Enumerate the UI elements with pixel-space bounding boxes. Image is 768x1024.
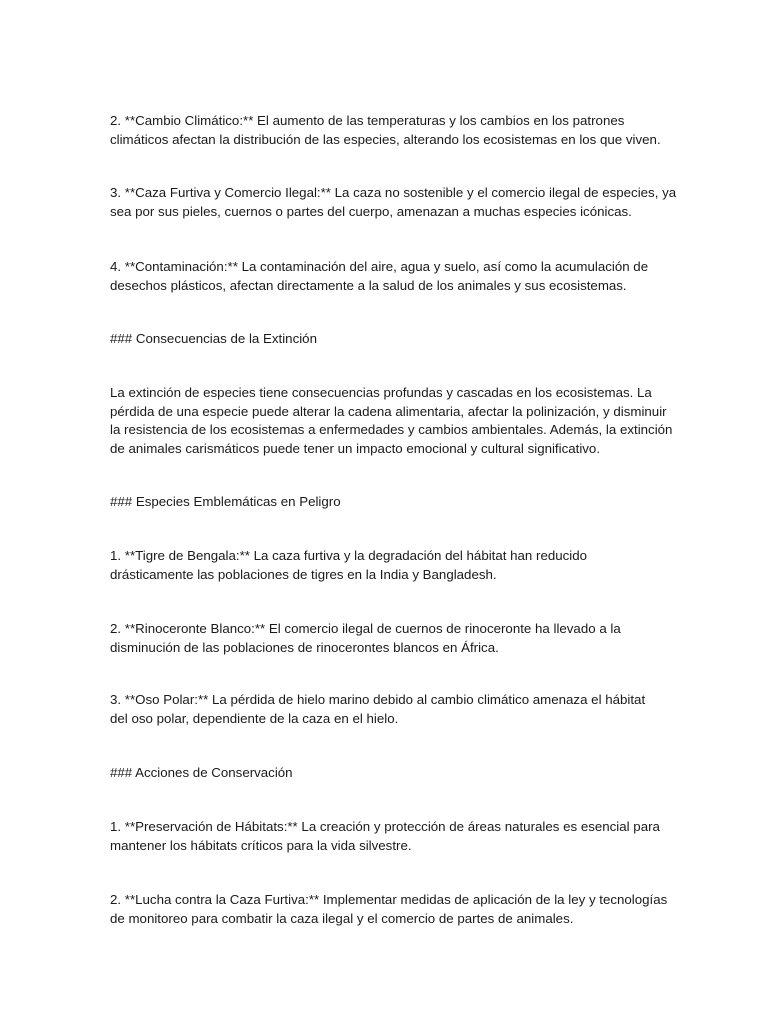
section-heading-acciones — [110, 764, 670, 783]
list-item-lucha-caza — [110, 891, 670, 928]
text-line: 4. **Contaminación:** La contaminación del aire, agua y suelo, así como la acumulación de — [110, 259, 649, 274]
text-line: 1. **Tigre de Bengala:** La caza furtiva y la degradación del hábitat han reducido — [110, 548, 588, 563]
text-line: de monitoreo para combatir la caza ilegal y el comercio de partes de animales. — [110, 910, 574, 926]
text-line: 2. **Lucha contra la Caza Furtiva:** Implementar medidas de aplicación de la ley y tecnologías — [110, 892, 668, 907]
heading-text: ### Especies Emblemáticas en Peligro — [110, 494, 341, 509]
text-line: climáticos afectan la distribución de las especies, alterando los ecosistemas en los que viven. — [110, 131, 661, 147]
section-heading-especies — [110, 493, 670, 512]
list-item-preservacion — [110, 818, 670, 855]
text-line: de animales carismáticos puede tener un impacto emocional y cultural significativo. — [110, 440, 601, 456]
heading-text: ### Acciones de Conservación — [110, 765, 293, 780]
text-line: La extinción de especies tiene consecuencias profundas y cascadas en los ecosistemas. La — [110, 385, 652, 400]
section-heading-consecuencias — [110, 330, 670, 349]
list-item-oso-polar — [110, 691, 670, 728]
text-line: mantener los hábitats críticos para la vida silvestre. — [110, 837, 412, 853]
paragraph-consecuencias — [110, 384, 673, 458]
text-line: del oso polar, dependiente de la caza en el hielo. — [110, 710, 399, 726]
text-line: 1. **Preservación de Hábitats:** La creación y protección de áreas naturales es esencial para — [110, 819, 660, 834]
text-line: 2. **Rinoceronte Blanco:** El comercio ilegal de cuernos de rinoceronte ha llevado a la — [110, 621, 621, 636]
heading-text: ### Consecuencias de la Extinción — [110, 331, 317, 346]
list-item-rinoceronte — [110, 620, 670, 657]
list-item-cambio-climatico — [110, 112, 670, 149]
list-item-caza-furtiva — [110, 184, 677, 221]
text-line: 2. **Cambio Climático:** El aumento de las temperaturas y los cambios en los patrones — [110, 113, 625, 128]
text-line: desechos plásticos, afectan directamente a la salud de los animales y sus ecosistemas. — [110, 277, 627, 293]
list-item-contaminacion — [110, 258, 670, 295]
text-line: 3. **Oso Polar:** La pérdida de hielo marino debido al cambio climático amenaza el hábitat — [110, 692, 646, 707]
list-item-tigre — [110, 547, 670, 584]
text-line: drásticamente las poblaciones de tigres en la India y Bangladesh. — [110, 566, 497, 582]
text-line: la resistencia de los ecosistemas a enfermedades y cambios ambientales. Además, la extinción — [110, 422, 673, 437]
text-line: disminución de las poblaciones de rinocerontes blancos en África. — [110, 639, 499, 655]
text-line: 3. **Caza Furtiva y Comercio Ilegal:** La caza no sostenible y el comercio ilegal de especies, ya — [110, 185, 677, 200]
text-line: pérdida de una especie puede alterar la cadena alimentaria, afectar la polinización, y disminuir — [110, 403, 667, 419]
text-line: sea por sus pieles, cuernos o partes del cuerpo, amenazan a muchas especies icónicas. — [110, 203, 632, 219]
